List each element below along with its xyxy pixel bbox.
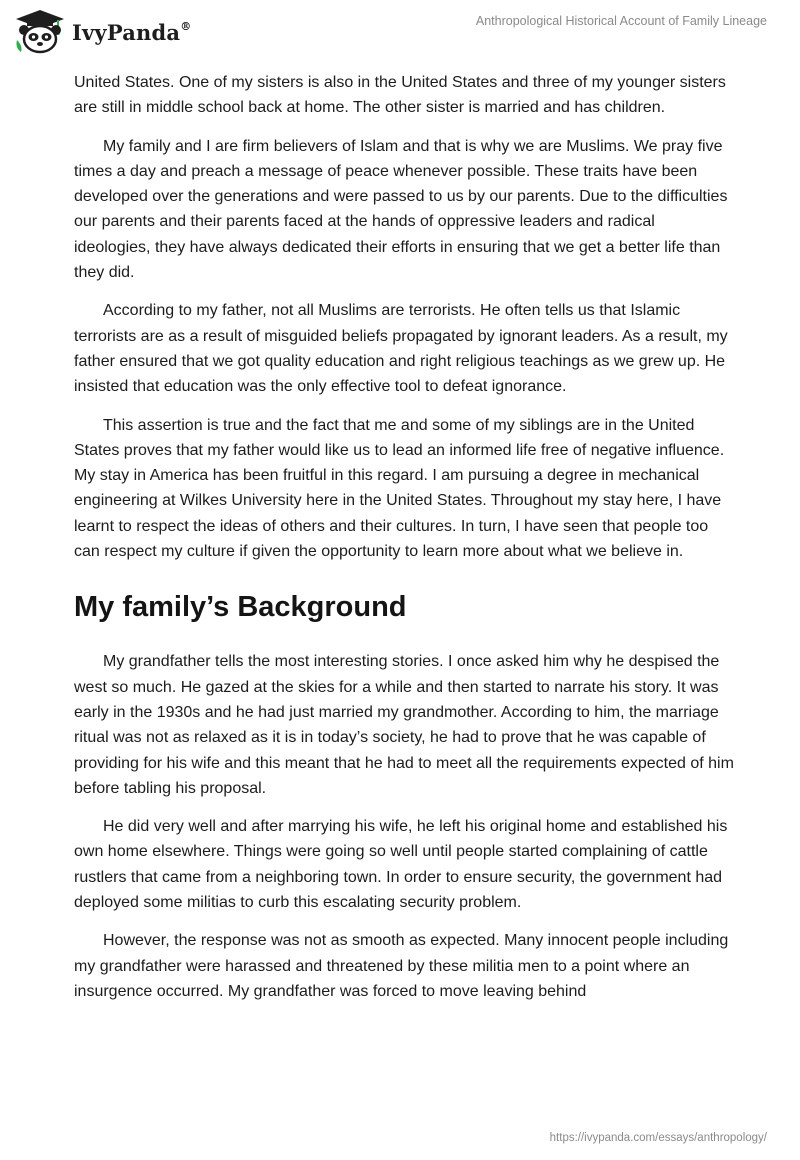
paragraph: My family and I are firm believers of Islam and that is why we are Muslims. We pray five times a day and preach a message of peace whenever possible. These traits have been developed over the generations and were passed to us by our parents. Due to the difficulties our parents and their parents faced at the hands of oppressive leaders and radical ideologies, they have always dedicated their efforts in ensuring that we get a better life than they did. (74, 137, 728, 282)
paragraph: He did very well and after marrying his wife, he left his original home and established his own home elsewhere. Things were going so well until people started complaining of cattle rustlers that came from a neighboring town. In order to ensure security, the government had deployed some militias to curb this escalating security problem. (74, 818, 728, 912)
page-header (0, 0, 800, 62)
ivypanda-logo[interactable] (14, 8, 191, 54)
paragraph: According to my father, not all Muslims are terrorists. He often tells us that Islamic terrorists are as a result of misguided beliefs propagated by ignorant leaders. As a result, my father ensured that we got quality education and right religious teachings as we grew up. He insisted that education was the only effective tool to defeat ignorance. (74, 302, 728, 396)
registered-mark: ® (180, 19, 192, 33)
paragraph: However, the response was not as smooth as expected. Many innocent people including my grandfather were harassed and threatened by these militia men to a point where an insurgence occurred. My grandfather was forced to move leaving behind (74, 932, 729, 1000)
panda-graduate-icon (14, 8, 66, 54)
brand-name: IvyPanda® (72, 19, 192, 45)
document-title: Anthropological Historical Account of Family Lineage (475, 14, 767, 28)
source-url-link[interactable]: https://ivypanda.com/essays/anthropology/ (549, 1132, 767, 1144)
paragraph: United States. One of my sisters is also in the United States and three of my younger sisters are still in middle school back at home. The other sister is married and has children. (74, 74, 726, 117)
paragraph: This assertion is true and the fact that me and some of my siblings are in the United States proves that my father would like us to lead an informed life free of negative influence. My stay in America has been fruitful in this regard. I am pursuing a degree in mechanical engineering at Wilkes University here in the United States. Throughout my stay here, I have learnt to respect the ideas of others and their cultures. In turn, I have seen that people too can respect my culture if given the opportunity to learn more about what we believe in. (74, 416, 725, 561)
section-heading: My family’s Background (74, 591, 407, 624)
paragraph: My grandfather tells the most interesting stories. I once asked him why he despised the west so much. He gazed at the skies for a while and then started to narrate his story. It was early in the 1930s and he had just married my grandmother. According to him, the marriage ritual was not as relaxed as it is in today’s society, he had to prove that he was capable of providing for his wife and this meant that he had to meet all the requirements expected of him before tabling his proposal. (74, 653, 734, 797)
essay-body (74, 70, 734, 1017)
